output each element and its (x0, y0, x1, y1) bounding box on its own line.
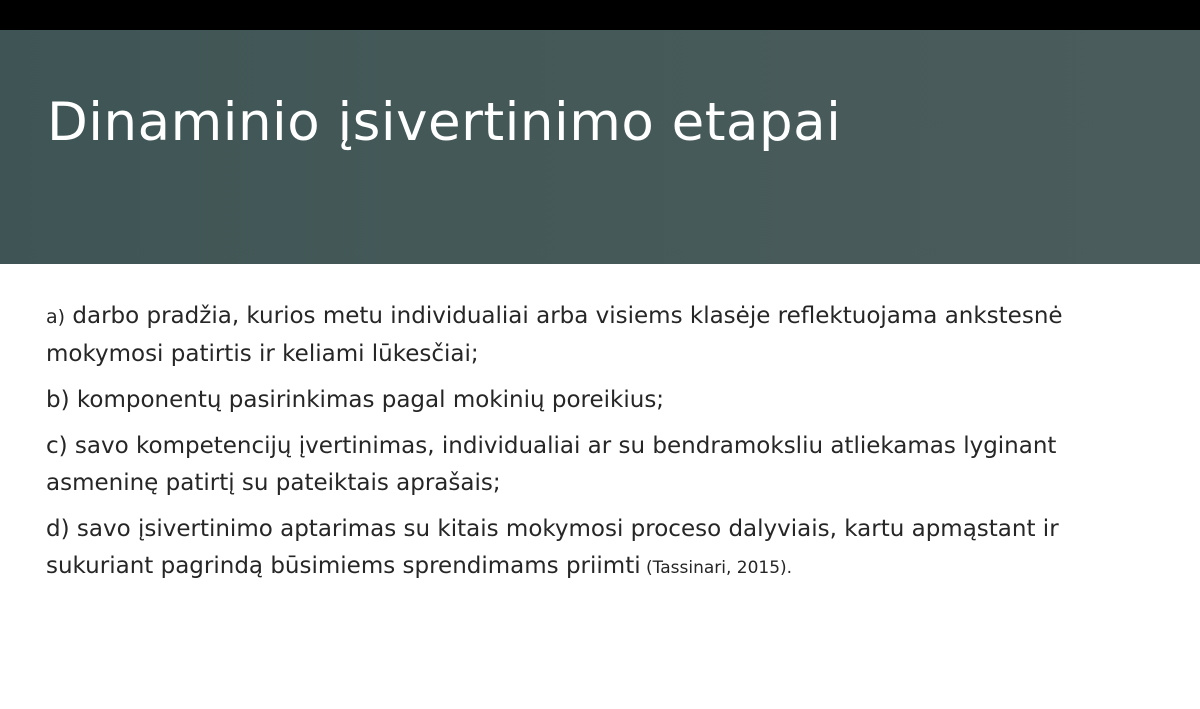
list-marker: a) (46, 306, 66, 328)
list-item-c (46, 428, 1156, 502)
slide-title: Dinaminio įsivertinimo etapai (47, 92, 842, 153)
list-item-d (46, 511, 1156, 587)
list-marker: b) (46, 387, 70, 413)
list-item-a (46, 298, 1156, 373)
citation: (Tassinari, 2015). (640, 558, 793, 578)
list-item-b (46, 382, 1156, 419)
list-marker: c) (46, 433, 68, 459)
list-item-text: savo kompetencijų įvertinimas, individualiai ar su bendramoksliu atliekamas lyginant asmeninę patirtį su pateiktais aprašais; (46, 433, 1057, 496)
list-item-text: savo įsivertinimo aptarimas su kitais mokymosi proceso dalyviais, kartu apmąstant ir sukuriant pagrindą būsimiems sprendimams priimti (46, 516, 1059, 579)
list-item-text: darbo pradžia, kurios metu individualiai arba visiems klasėje reflektuojama ankstesnė mokymosi patirtis ir keliami lūkesčiai; (46, 303, 1063, 367)
top-black-bar (0, 0, 1200, 30)
slide-body (46, 298, 1156, 596)
list-item-text: komponentų pasirinkimas pagal mokinių poreikius; (69, 387, 665, 413)
list-marker: d) (46, 516, 70, 542)
title-band (0, 30, 1200, 264)
